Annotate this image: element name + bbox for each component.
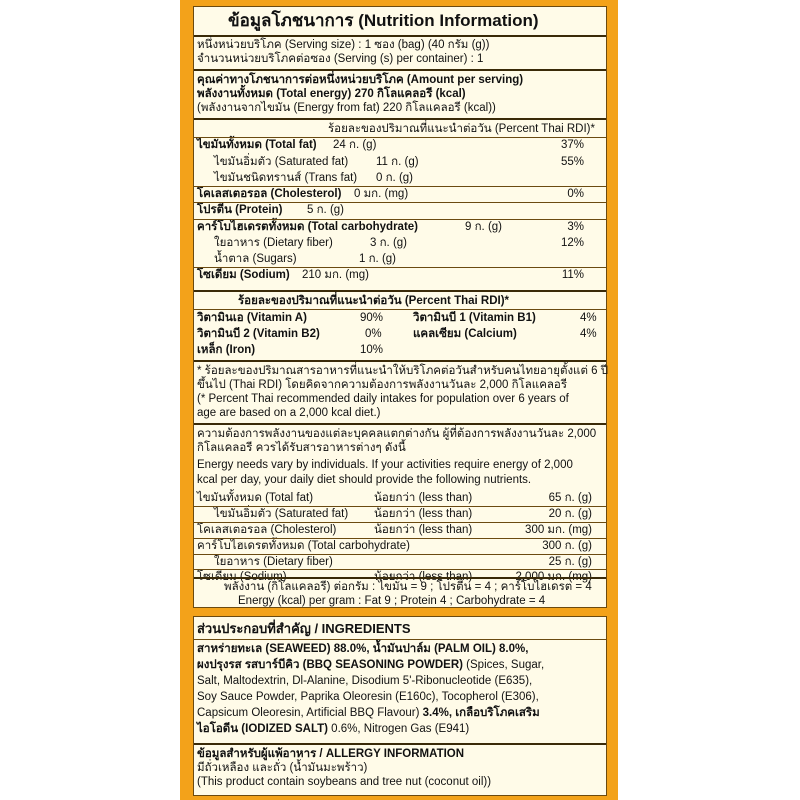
nutrient-label: น้ำตาล (Sugars) — [214, 253, 297, 265]
ingredients-line — [197, 642, 528, 656]
needs-en-2: kcal per day, your daily diet should provide the following nutrients. — [197, 474, 532, 486]
ingredients-segment: Salt, Maltodextrin, Dl-Alanine, Disodium 5'-Ribonucleotide (E635), — [197, 675, 533, 687]
nutrition-title: ข้อมูลโภชนาการ (Nutrition Information) — [228, 11, 539, 30]
nutrient-label: ไขมันชนิดทรานส์ (Trans fat) — [214, 172, 358, 184]
limit-qualifier: น้อยกว่า (less than) — [374, 508, 473, 520]
energy-from-fat: (พลังงานจากไขมัน (Energy from fat) 220 กิโลแคลอรี (kcal)) — [197, 102, 496, 114]
nutrient-percent: 0% — [567, 188, 584, 200]
energy-divider — [194, 118, 606, 120]
ingredients-title-divider — [194, 639, 606, 640]
footnote-th-1: * ร้อยละของปริมาณสารอาหารที่แนะนำให้บริโภคต่อวันสำหรับคนไทยอายุตั้งแต่ 6 ปี — [197, 365, 609, 377]
ingredients-panel — [193, 616, 607, 796]
footnote-en-1: (* Percent Thai recommended daily intakes for population over 6 years of — [197, 393, 569, 405]
limits-divider — [194, 577, 606, 579]
limit-label: โคเลสเตอรอล (Cholesterol) — [197, 524, 337, 536]
amount-per-serving: คุณค่าทางโภชนาการต่อหนึ่งหน่วยบริโภค (Amount per serving) — [197, 74, 524, 86]
ingredients-line — [197, 674, 532, 688]
nutrient-label: โซเดียม (Sodium) — [197, 269, 290, 281]
allergy-en: (This product contain soybeans and tree nut (coconut oil)) — [197, 776, 492, 788]
nutrient-amount: 11 ก. (g) — [376, 156, 419, 168]
energy-per-gram-en: Energy (kcal) per gram : Fat 9 ; Protein 4 ; Carbohydrate = 4 — [238, 595, 546, 607]
nutrient-amount: 0 ก. (g) — [376, 172, 413, 184]
vitamin-b1-pct: 4% — [580, 312, 597, 324]
nutrient-amount: 5 ก. (g) — [307, 204, 344, 216]
nutrient-amount: 210 มก. (mg) — [302, 269, 369, 281]
vitamin-a-pct: 90% — [360, 312, 384, 324]
limit-value: 2,000 มก. (mg) — [515, 571, 592, 583]
ingredients-segment: ผงปรุงรส รสบาร์บีคิว (BBQ SEASONING POWDER) — [197, 659, 467, 671]
nutrient-row-divider — [194, 219, 606, 220]
limit-row-divider — [194, 554, 606, 555]
ingredients-line — [197, 658, 544, 672]
allergy-th: มีถั่วเหลือง และถั่ว (น้ำมันมะพร้าว) — [197, 762, 368, 774]
limit-value: 65 ก. (g) — [548, 492, 592, 504]
limit-row-divider — [194, 506, 606, 507]
limit-qualifier: น้อยกว่า (less than) — [374, 524, 473, 536]
servings-per-container: จำนวนหน่วยบริโภคต่อซอง (Serving (s) per container) : 1 — [197, 53, 484, 65]
limit-qualifier: น้อยกว่า (less than) — [374, 492, 473, 504]
nutrient-label: คาร์โบไฮเดรตทั้งหมด (Total carbohydrate) — [197, 221, 418, 233]
limit-row-divider — [194, 522, 606, 523]
rdi-header: ร้อยละของปริมาณที่แนะนำต่อวัน (Percent Thai RDI)* — [328, 123, 595, 135]
limit-qualifier: น้อยกว่า (less than) — [374, 571, 473, 583]
limit-row-divider — [194, 538, 606, 539]
nutrient-row-divider — [194, 267, 606, 268]
needs-th-1: ความต้องการพลังงานของแต่ละบุคคลแตกต่างกัน ผู้ที่ต้องการพลังงานวันละ 2,000 — [197, 428, 597, 440]
ingredients-segment: 3.4%, เกลือบริโภคเสริม — [422, 707, 540, 719]
nutrient-label: ใยอาหาร (Dietary fiber) — [214, 237, 333, 249]
nutrient-amount: 0 มก. (mg) — [354, 188, 409, 200]
nutrient-label: โคเลสเตอรอล (Cholesterol) — [197, 188, 342, 200]
vitamin-b2-pct: 0% — [365, 328, 382, 340]
vitamins-header-divider — [194, 309, 606, 310]
limit-label: คาร์โบไฮเดรตทั้งหมด (Total carbohydrate) — [197, 540, 410, 552]
nutrient-label: โปรตีน (Protein) — [197, 204, 283, 216]
limit-value: 25 ก. (g) — [548, 556, 592, 568]
ingredients-segment: ไอโอดีน (IODIZED SALT) — [197, 723, 332, 735]
needs-th-2: กิโลแคลอรี ควรได้รับสารอาหารต่างๆ ดังนี้ — [197, 442, 406, 454]
limit-label: โซเดียม (Sodium) — [197, 571, 287, 583]
serving-size: หนึ่งหน่วยบริโภค (Serving size) : 1 ซอง (bag) (40 กรัม (g)) — [197, 39, 490, 51]
nutrient-divider — [194, 290, 606, 292]
nutrient-row-divider — [194, 202, 606, 203]
limit-label: ไขมันอิ่มตัว (Saturated fat) — [214, 508, 349, 520]
footnote-th-2: ขึ้นไป (Thai RDI) โดยคิดจากความต้องการพลังงานวันละ 2,000 กิโลแคลอรี — [197, 379, 568, 391]
nutrient-amount: 1 ก. (g) — [359, 253, 396, 265]
footnote-en-2: age are based on a 2,000 kcal diet.) — [197, 407, 381, 419]
nutrient-label: ไขมันทั้งหมด (Total fat) — [197, 139, 317, 151]
limit-value: 20 ก. (g) — [548, 508, 592, 520]
vitamins-divider — [194, 360, 606, 362]
allergy-title: ข้อมูลสำหรับผู้แพ้อาหาร / ALLERGY INFORMATION — [197, 748, 465, 760]
calcium-pct: 4% — [580, 328, 597, 340]
nutrition-panel — [193, 6, 607, 608]
total-energy: พลังงานทั้งหมด (Total energy) 270 กิโลแคลอรี (kcal) — [197, 88, 466, 100]
title-divider — [194, 35, 606, 37]
calcium-label: แคลเซียม (Calcium) — [413, 328, 517, 340]
nutrient-percent: 55% — [560, 156, 584, 168]
serving-divider — [194, 69, 606, 71]
nutrient-percent: 37% — [560, 139, 584, 151]
vitamins-header: ร้อยละของปริมาณที่แนะนำต่อวัน (Percent Thai RDI)* — [238, 295, 510, 307]
nutrient-row-divider — [194, 186, 606, 187]
energy-per-gram-th: พลังงาน (กิโลแคลอรี) ต่อกรัม : ไขมัน = 9 ; โปรตีน = 4 ; คาร์โบไฮเดรต = 4 — [224, 581, 592, 593]
nutrient-amount: 24 ก. (g) — [333, 139, 377, 151]
ingredients-segment: (Spices, Sugar, — [466, 659, 545, 671]
vitamin-a-label: วิตามินเอ (Vitamin A) — [197, 312, 307, 324]
nutrient-percent: 12% — [560, 237, 584, 249]
footnote-divider — [194, 423, 606, 425]
limit-row-divider — [194, 569, 606, 570]
ingredients-segment: Capsicum Oleoresin, Artificial BBQ Flavour) — [197, 707, 423, 719]
ingredients-line — [197, 722, 469, 736]
ingredients-segment: Soy Sauce Powder, Paprika Oleoresin (E160c), Tocopherol (E306), — [197, 691, 539, 703]
vitamin-b2-label: วิตามินบี 2 (Vitamin B2) — [197, 328, 320, 340]
nutrient-label: ไขมันอิ่มตัว (Saturated fat) — [214, 156, 349, 168]
limit-value: 300 มก. (mg) — [525, 524, 592, 536]
ingredients-segment: สาหร่ายทะเล (SEAWEED) 88.0%, น้ำมันปาล์ม (PALM OIL) 8.0%, — [197, 643, 529, 655]
nutrient-percent: 3% — [567, 221, 584, 233]
ingredients-segment: 0.6%, Nitrogen Gas (E941) — [331, 723, 470, 735]
limit-value: 300 ก. (g) — [542, 540, 592, 552]
iron-pct: 10% — [360, 344, 384, 356]
ingredients-line — [197, 690, 539, 704]
limit-label: ไขมันทั้งหมด (Total fat) — [197, 492, 314, 504]
ingredients-line — [197, 706, 540, 720]
vitamin-b1-label: วิตามินบี 1 (Vitamin B1) — [413, 312, 536, 324]
needs-en-1: Energy needs vary by individuals. If your activities require energy of 2,000 — [197, 459, 573, 471]
ingredients-title: ส่วนประกอบที่สำคัญ / INGREDIENTS — [197, 621, 411, 636]
nutrient-amount: 3 ก. (g) — [370, 237, 407, 249]
ingredients-divider — [194, 743, 606, 745]
limit-label: ใยอาหาร (Dietary fiber) — [214, 556, 333, 568]
nutrient-percent: 11% — [561, 269, 584, 281]
iron-label: เหล็ก (Iron) — [197, 344, 256, 356]
nutrient-row-divider — [194, 137, 606, 138]
nutrient-amount: 9 ก. (g) — [465, 221, 502, 233]
